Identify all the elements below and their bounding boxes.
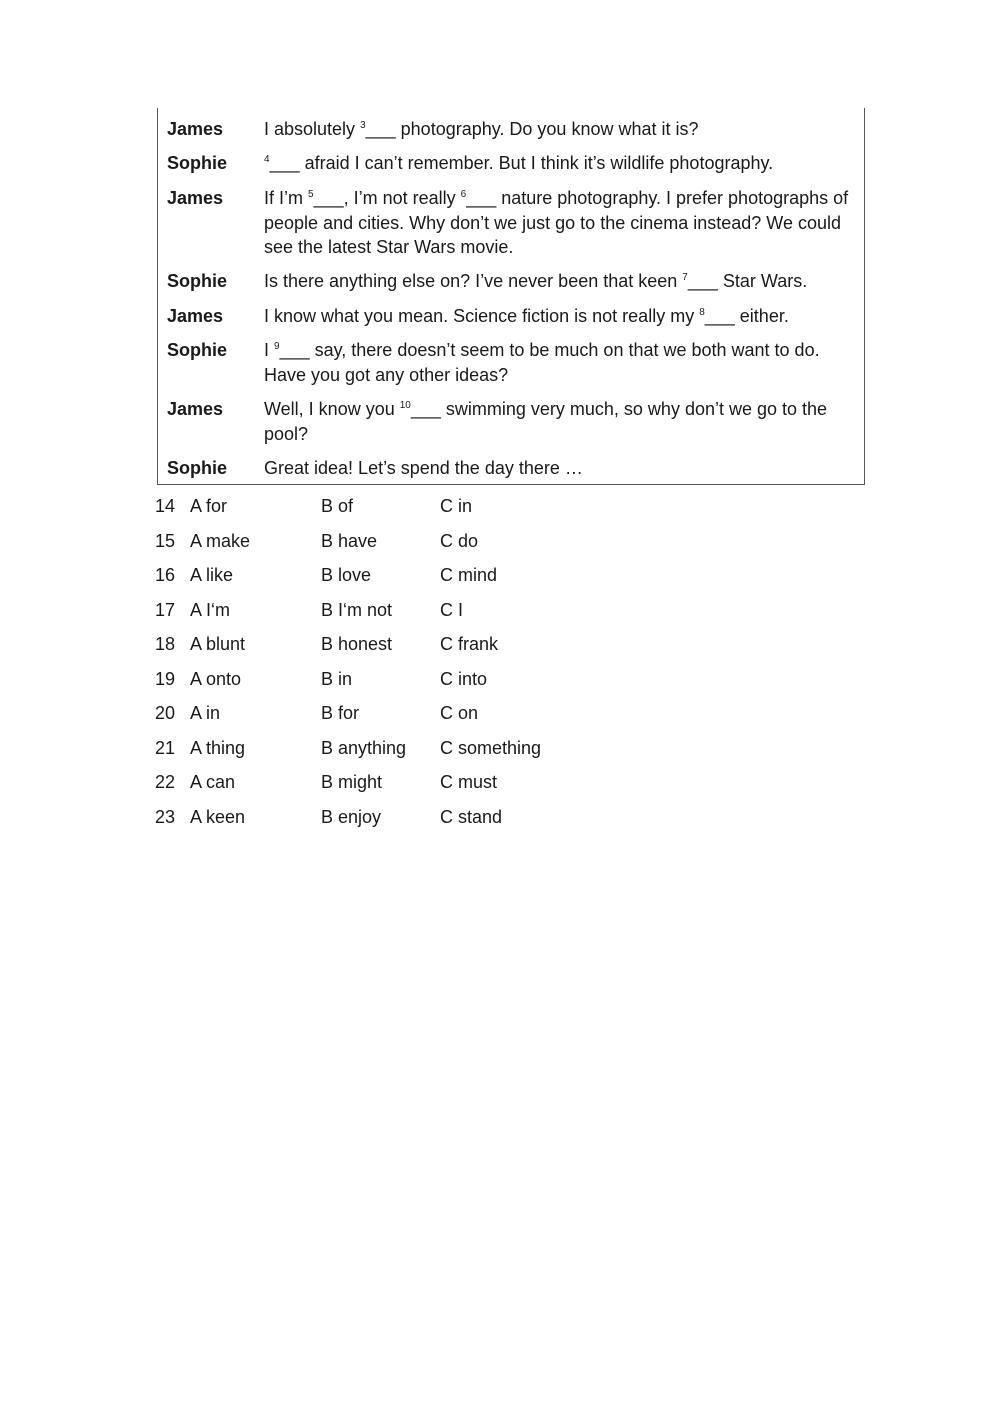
option-a: A like — [190, 565, 234, 585]
question-number: 15 — [155, 530, 176, 551]
text-fragment: If I’m — [264, 188, 308, 208]
speaker-name: Sophie — [167, 271, 228, 291]
dialogue-text — [264, 117, 854, 142]
option-c: C I — [440, 599, 464, 620]
dialogue-text — [264, 186, 854, 260]
speaker-name: James — [167, 119, 224, 139]
option-b: B love — [321, 565, 372, 585]
text-fragment: ___ Star Wars. — [687, 271, 808, 291]
option-b: B in — [321, 668, 353, 689]
question-number: 22 — [155, 772, 176, 792]
speaker-name: James — [167, 306, 224, 326]
option-row — [0, 491, 600, 521]
speaker-name: Sophie — [167, 153, 228, 173]
speaker-name: Sophie — [167, 340, 228, 360]
text-fragment: I know what you mean. Science fiction is not really my — [264, 306, 700, 326]
text-fragment: ___ afraid I can’t remember. But I think it’s wildlife photography. — [269, 153, 774, 173]
option-row — [0, 698, 600, 728]
option-b: B of — [321, 496, 354, 516]
option-row — [0, 767, 600, 797]
speaker-name: Sophie — [167, 458, 228, 478]
text-fragment: ___ either. — [704, 306, 789, 326]
dialogue-text — [264, 304, 854, 329]
option-a: A keen — [190, 806, 246, 827]
option-c: C stand — [440, 806, 503, 827]
question-number: 16 — [155, 565, 176, 585]
option-row — [0, 664, 600, 694]
text-fragment: I — [264, 340, 275, 360]
gap-number: 6 — [460, 189, 467, 200]
dialogue-text — [264, 151, 854, 176]
option-a: A thing — [190, 737, 246, 758]
gap-number: 10 — [399, 400, 411, 411]
question-number: 17 — [155, 599, 176, 620]
question-number: 21 — [155, 737, 176, 758]
text-fragment: ___ say, there doesn’t seem to be much on that we both want to do. Have you got any other ideas? — [264, 340, 820, 385]
question-number: 18 — [155, 634, 176, 654]
gap-number: 8 — [699, 307, 705, 318]
option-c: C in — [440, 496, 473, 516]
dialogue-text — [264, 397, 854, 446]
option-row — [0, 733, 600, 763]
option-a: A make — [190, 530, 251, 551]
gap-number: 7 — [682, 272, 688, 283]
option-a: A for — [190, 496, 228, 516]
option-b: B for — [321, 703, 360, 723]
text-fragment: I absolutely — [264, 119, 361, 139]
option-b: B might — [321, 772, 383, 792]
dialogue-box — [157, 108, 865, 485]
gap-number: 4 — [264, 154, 270, 165]
option-b: B have — [321, 530, 378, 551]
text-fragment: Is there anything else on? I’ve never been that keen — [264, 271, 683, 291]
text-fragment: ___, I’m not really — [313, 188, 461, 208]
option-a: A in — [190, 703, 221, 723]
dialogue-text — [264, 338, 854, 387]
option-a: A can — [190, 772, 236, 792]
option-row — [0, 595, 600, 625]
option-c: C frank — [440, 634, 499, 654]
question-number: 20 — [155, 703, 176, 723]
option-row — [0, 526, 600, 556]
option-b: B anything — [321, 737, 407, 758]
option-row — [0, 560, 600, 590]
option-a: A I‘m — [190, 599, 231, 620]
question-number: 14 — [155, 496, 176, 516]
option-c: C into — [440, 668, 488, 689]
option-b: B honest — [321, 634, 393, 654]
dialogue-text — [264, 456, 854, 481]
dialogue-text — [264, 269, 854, 294]
text-fragment: ___ photography. Do you know what it is? — [365, 119, 699, 139]
gap-number: 5 — [308, 189, 314, 200]
text-fragment: ___ swimming very much, so why don’t we go to the pool? — [264, 399, 828, 444]
option-a: A blunt — [190, 634, 246, 654]
option-a: A onto — [190, 668, 242, 689]
option-c: C on — [440, 703, 479, 723]
option-b: B enjoy — [321, 806, 382, 827]
text-fragment: Well, I know you — [264, 399, 400, 419]
speaker-name: James — [167, 399, 224, 419]
text-fragment: ___ nature photography. I prefer photographs of people and cities. Why don’t we just go to the cinema instead? We could see the latest Star Wars movie. — [264, 188, 849, 257]
option-row — [0, 802, 600, 832]
speaker-name: James — [167, 188, 224, 208]
text-fragment: Great idea! Let’s spend the day there … — [264, 458, 583, 478]
option-c: C must — [440, 772, 498, 792]
option-row — [0, 629, 600, 659]
question-number: 19 — [155, 668, 176, 689]
option-c: C mind — [440, 565, 498, 585]
question-number: 23 — [155, 806, 176, 827]
option-c: C something — [440, 737, 542, 758]
gap-number: 3 — [360, 120, 366, 131]
option-c: C do — [440, 530, 479, 551]
option-b: B I‘m not — [321, 599, 393, 620]
gap-number: 9 — [274, 341, 280, 352]
